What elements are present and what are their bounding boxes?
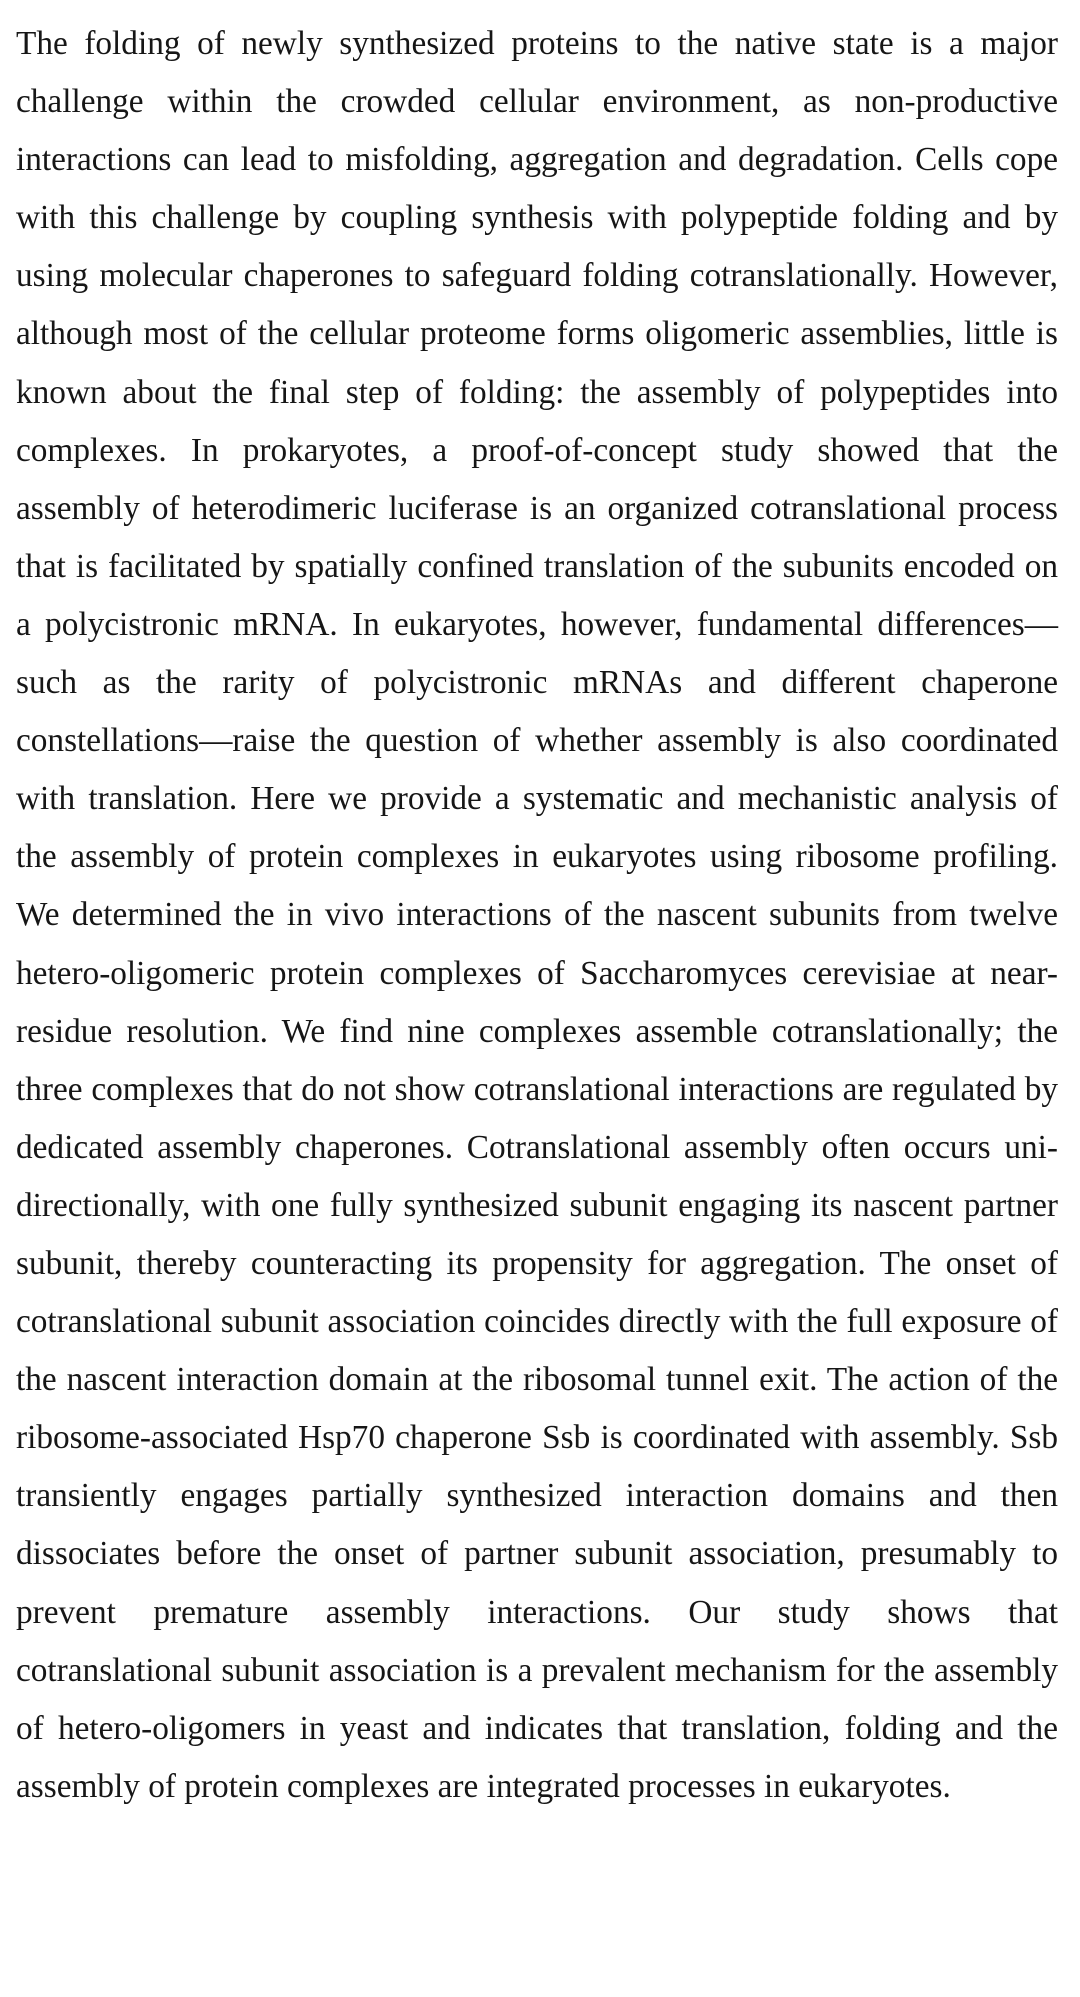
abstract-paragraph: The folding of newly synthesized proteins to the native state is a major challenge within the crowded cellular environment, as non-productive interactions can lead to misfolding, aggregation and degradation. Cells cope with this challenge by coupling synthesis with polypeptide folding and by using molecular chaperones to safeguard folding cotranslationally. However, although most of the cellular proteome forms oligomeric assemblies, little is known about the final step of folding: the assembly of polypeptides into complexes. In prokaryotes, a proof-of-concept study showed that the assembly of heterodimeric luciferase is an organized cotranslational process that is facilitated by spatially confined translation of the subunits encoded on a polycistronic mRNA. In eukaryotes, however, fundamental differences—such as the rarity of polycistronic mRNAs and different chaperone constellations—raise the question of whether assembly is also coordinated with translation. Here we provide a systematic and mechanistic analysis of the assembly of protein complexes in eukaryotes using ribosome profiling. We determined the in vivo interactions of the nascent subunits from twelve hetero-oligomeric protein complexes of Saccharomyces cerevisiae at near-residue resolution. We find nine complexes assemble cotranslationally; the three complexes that do not show cotranslational interactions are regulated by dedicated assembly chaperones. Cotranslational assembly often occurs uni-directionally, with one fully synthesized subunit engaging its nascent partner subunit, thereby counteracting its propensity for aggregation. The onset of cotranslational subunit association coincides directly with the full exposure of the nascent interaction domain at the ribosomal tunnel exit. The action of the ribosome-associated Hsp70 chaperone Ssb is coordinated with assembly. Ssb transiently engages partially synthesized interaction domains and then dissociates before the onset of partner subunit association, presumably to prevent premature assembly interactions. Our study shows that cotranslational subunit association is a prevalent mechanism for the assembly of hetero-oligomers in yeast and indicates that translation, folding and the assembly of protein complexes are integrated processes in eukaryotes. [16,25,1058,1805]
